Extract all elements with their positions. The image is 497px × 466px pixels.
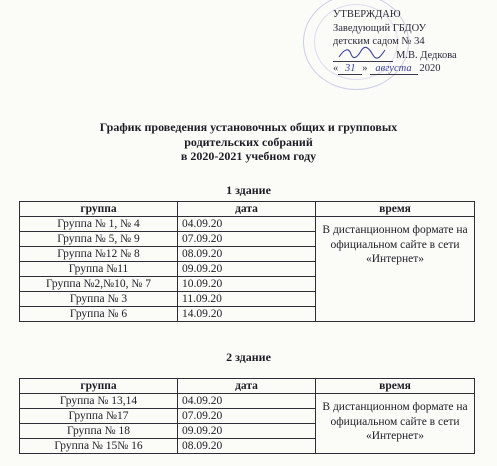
date-month: августа <box>370 62 418 75</box>
date-cell: 09.09.20 <box>178 262 316 277</box>
schedule-table-building-2 <box>19 378 475 454</box>
building-heading-2: 2 здание <box>226 350 271 364</box>
column-header-group: группа <box>20 202 178 217</box>
title-line: родительских собраний <box>184 134 313 149</box>
signature-line <box>333 50 393 62</box>
building-heading-1: 1 здание <box>226 183 271 197</box>
date-cell: 14.09.20 <box>178 307 316 322</box>
signature-scribble-icon <box>337 46 387 60</box>
group-cell: Группа № 5, № 9 <box>20 232 178 247</box>
table-row <box>20 394 475 409</box>
group-cell: Группа № 3 <box>20 292 178 307</box>
approval-line: УТВЕРЖДАЮ <box>333 9 401 20</box>
approval-block <box>333 8 457 76</box>
group-cell: Группа №17 <box>20 409 178 424</box>
group-cell: Группа №11 <box>20 262 178 277</box>
title-line: График проведения установочных общих и групповых <box>99 120 398 134</box>
signature-row <box>333 49 457 63</box>
title-line: в 2020-2021 учебном году <box>180 149 317 163</box>
column-header-time: время <box>316 202 475 217</box>
table-header-row <box>20 379 475 394</box>
column-header-date: дата <box>178 379 316 394</box>
group-cell: Группа № 13,14 <box>20 394 178 409</box>
date-cell: 08.09.20 <box>178 247 316 262</box>
document-title <box>0 120 497 164</box>
group-cell: Группа №12 № 8 <box>20 247 178 262</box>
column-header-time: время <box>316 379 475 394</box>
date-cell: 09.09.20 <box>178 424 316 439</box>
date-close-quote: » <box>362 63 368 74</box>
date-day: 31 <box>338 62 362 75</box>
signer-name: М.В. Дедкова <box>396 49 457 61</box>
date-cell: 07.09.20 <box>178 232 316 247</box>
table-row <box>20 217 475 232</box>
date-open-quote: « <box>333 63 339 74</box>
approval-line: детским садом № 34 <box>333 36 425 47</box>
approval-date <box>333 62 457 76</box>
date-cell: 04.09.20 <box>178 217 316 232</box>
group-cell: Группа № 15№ 16 <box>20 439 178 454</box>
date-cell: 11.09.20 <box>178 292 316 307</box>
date-cell: 07.09.20 <box>178 409 316 424</box>
time-note-cell: В дистанционном формате на официальном сайте в сети «Интернет» <box>316 394 475 454</box>
date-cell: 08.09.20 <box>178 439 316 454</box>
date-cell: 10.09.20 <box>178 277 316 292</box>
group-cell: Группа № 18 <box>20 424 178 439</box>
approval-line: Заведующий ГБДОУ <box>333 22 427 34</box>
time-note-cell: В дистанционном формате на официальном сайте в сети «Интернет» <box>316 217 475 322</box>
schedule-table-building-1 <box>19 201 475 322</box>
column-header-date: дата <box>178 202 316 217</box>
date-year: 2020 <box>419 63 441 74</box>
group-cell: Группа №2,№10, № 7 <box>20 277 178 292</box>
table-header-row <box>20 202 475 217</box>
group-cell: Группа № 1, № 4 <box>20 217 178 232</box>
date-cell: 04.09.20 <box>178 394 316 409</box>
column-header-group: группа <box>20 379 178 394</box>
group-cell: Группа № 6 <box>20 307 178 322</box>
